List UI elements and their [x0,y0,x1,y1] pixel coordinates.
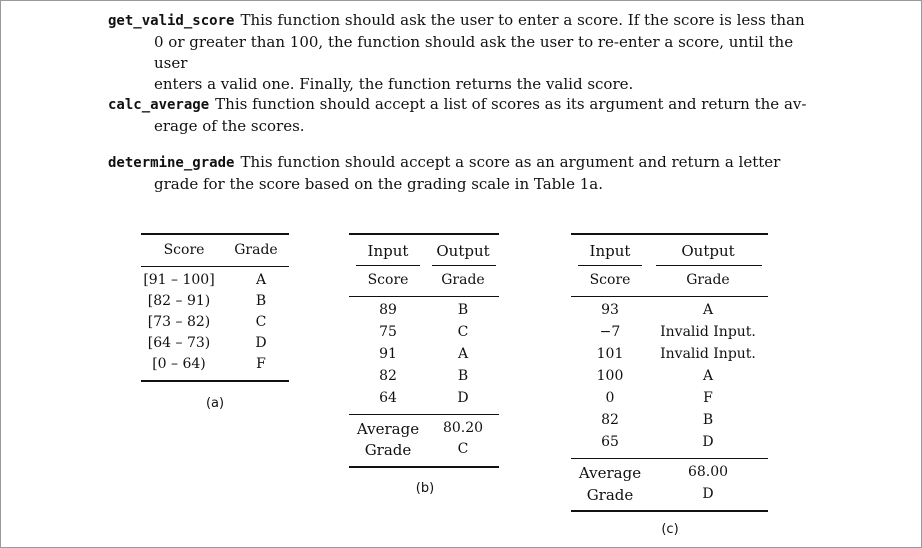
table-cell: B [255,293,267,309]
table-cell: F [703,390,713,406]
table-caption: (a) [205,396,225,411]
group-rule [356,265,420,266]
definition-text: enters a valid one. Finally, the function returns the valid score. [154,75,634,93]
table-rule [141,266,289,267]
table-cell: 100 [596,368,624,384]
summary-value: D [702,486,714,502]
function-name: get_valid_score [108,13,235,29]
function-name: determine_grade [108,155,235,171]
group-rule [432,265,496,266]
table-rule [141,233,289,235]
column-header: Grade [686,272,730,288]
table-cell: 0 [605,390,615,406]
table-rule [349,296,499,297]
table-rule [349,233,499,235]
summary-label: Average [356,420,420,438]
table-rule [571,458,768,459]
definition-text: This function should accept a score as an argument and return a letter [240,153,781,171]
table-cell: [73 – 82) [147,314,211,330]
group-rule [578,265,642,266]
group-header: Output [436,242,490,260]
table-caption: (c) [661,522,679,537]
group-header: Input [589,242,631,260]
definition-get-valid-score [108,10,813,95]
summary-label: Grade [364,441,412,459]
table-cell: B [702,412,714,428]
table-cell: 64 [379,390,397,406]
table-rule [571,233,768,235]
table-cell: B [457,302,469,318]
table-cell: Invalid Input. [660,346,756,362]
column-header: Score [367,272,409,288]
table-cell: [82 – 91) [147,293,211,309]
table-cell: C [457,324,469,340]
table-cell: Invalid Input. [660,324,756,340]
table-caption: (b) [415,481,435,496]
table-cell: 82 [601,412,619,428]
definition-text: grade for the score based on the grading scale in Table 1a. [154,175,603,193]
summary-value: 68.00 [687,464,729,480]
group-rule [656,265,762,266]
summary-label: Average [578,464,642,482]
definition-determine-grade [108,152,813,195]
definition-text: 0 or greater than 100, the function should ask the user to re-enter a score, until the user [154,33,794,72]
table-cell: D [255,335,267,351]
column-header: Grade [234,242,278,258]
table-cell: D [457,390,469,406]
table-rule [571,510,768,512]
table-cell: [64 – 73) [147,335,211,351]
table-cell: 75 [379,324,397,340]
table-cell: F [256,356,266,372]
function-name: calc_average [108,97,210,113]
column-header: Score [589,272,631,288]
group-header: Input [367,242,409,260]
definition-text: This function should ask the user to enter a score. If the score is less than [240,11,805,29]
table-cell: 91 [379,346,397,362]
table-rule [571,296,768,297]
summary-value: C [457,441,469,457]
table-cell: A [702,368,714,384]
table-rule [349,414,499,415]
table-cell: A [255,272,267,288]
summary-value: 80.20 [442,420,484,436]
group-header: Output [681,242,735,260]
definition-text: erage of the scores. [154,117,305,135]
table-cell: A [702,302,714,318]
table-rule [349,466,499,468]
table-cell: [0 – 64) [152,356,206,372]
summary-label: Grade [586,486,634,504]
table-cell: C [255,314,267,330]
table-cell: [91 – 100] [143,272,215,288]
table-cell: 82 [379,368,397,384]
table-cell: −7 [599,324,621,340]
table-cell: B [457,368,469,384]
table-rule [141,380,289,382]
table-cell: 93 [601,302,619,318]
column-header: Grade [441,272,485,288]
definition-calc-average [108,94,813,137]
table-cell: 89 [379,302,397,318]
definition-text: This function should accept a list of scores as its argument and return the av- [215,95,807,113]
column-header: Score [163,242,205,258]
table-cell: 101 [596,346,624,362]
table-cell: D [702,434,714,450]
table-cell: 65 [601,434,619,450]
table-cell: A [457,346,469,362]
